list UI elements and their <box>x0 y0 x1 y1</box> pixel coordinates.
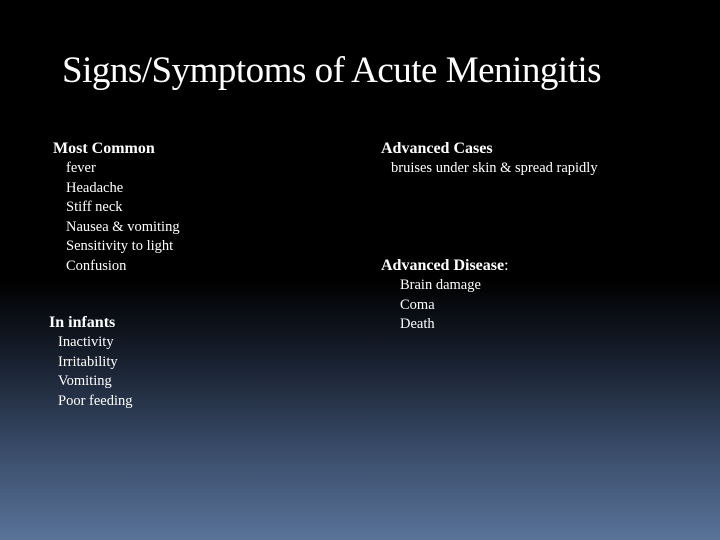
most-common-list <box>66 159 180 276</box>
list-item: Sensitivity to light <box>66 238 174 254</box>
list-item: Confusion <box>66 257 127 274</box>
list-item: Coma <box>400 296 435 313</box>
list-item: bruises under skin & spread rapidly <box>391 160 598 176</box>
advanced-disease-heading-colon: : <box>504 257 509 274</box>
infants-heading: In infants <box>49 314 116 331</box>
slide-title: Signs/Symptoms of Acute Meningitis <box>62 50 602 91</box>
advanced-disease-section <box>381 256 509 335</box>
list-item: Nausea & vomiting <box>66 218 180 235</box>
infants-list <box>58 333 133 411</box>
infants-section <box>49 313 133 411</box>
most-common-heading: Most Common <box>53 140 155 157</box>
advanced-cases-section <box>381 139 598 179</box>
list-item: Vomiting <box>58 373 112 389</box>
advanced-disease-list <box>400 276 509 335</box>
list-item: Irritability <box>58 353 118 370</box>
list-item: Inactivity <box>58 334 114 350</box>
list-item: Brain damage <box>400 277 481 293</box>
advanced-disease-heading-text: Advanced Disease <box>381 257 505 274</box>
advanced-disease-heading <box>381 256 509 276</box>
list-item: Death <box>400 316 435 332</box>
list-item: Stiff neck <box>66 199 123 215</box>
list-item: fever <box>66 160 96 176</box>
list-item: Poor feeding <box>58 392 133 409</box>
list-item: Headache <box>66 179 124 196</box>
most-common-section <box>53 139 180 276</box>
advanced-cases-heading: Advanced Cases <box>381 140 493 157</box>
advanced-cases-list <box>391 159 598 179</box>
